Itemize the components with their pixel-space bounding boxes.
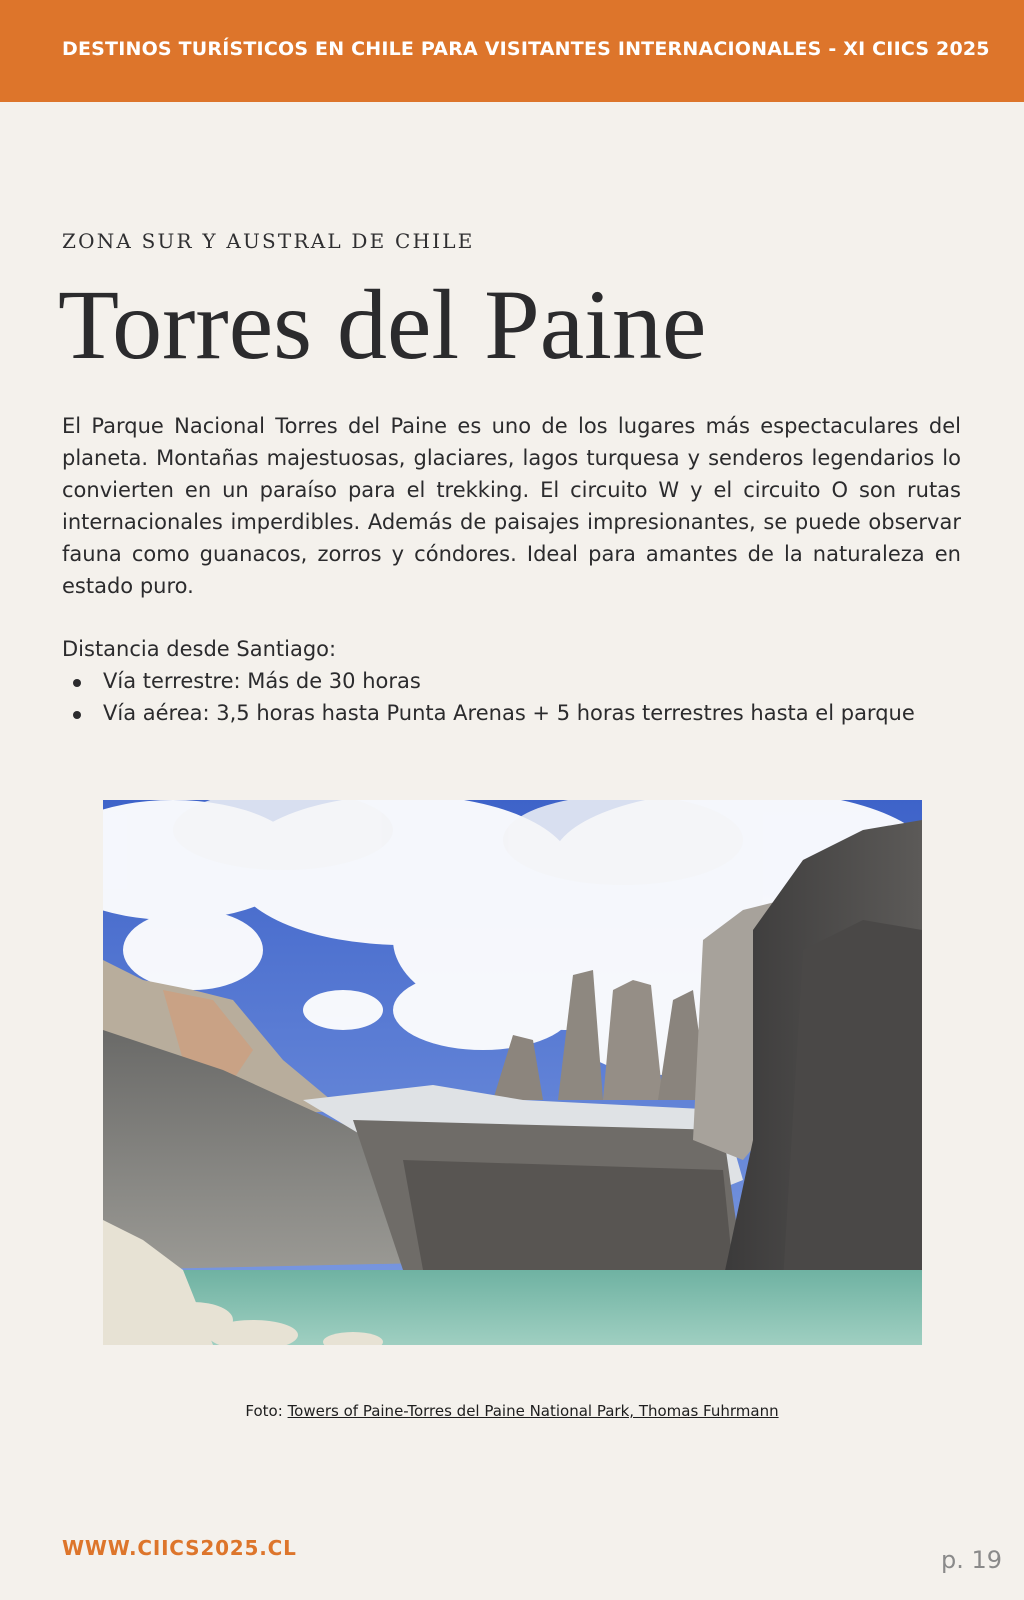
- intro-paragraph: El Parque Nacional Torres del Paine es uno de los lugares más espectaculares del planeta. Montañas majestuosas, glaciares, lagos turquesa y senderos legendarios lo convierten en un paraíso para el trekking. El circuito W y el circuito O son rutas internacionales imperdibles. Además de paisajes impresionantes, se puede observar fauna como guanacos, zorros y cóndores. Ideal para amantes de la naturaleza en estado puro.: [62, 414, 961, 598]
- photo-caption: [0, 1402, 1024, 1420]
- landscape-photo: [103, 800, 922, 1345]
- distance-item-land: [62, 665, 1002, 697]
- distance-list: [62, 665, 1002, 729]
- page-title: Torres del Paine: [58, 269, 707, 380]
- distance-item-air: [62, 697, 1002, 729]
- photo-caption-prefix: Foto:: [245, 1402, 288, 1420]
- footer-url[interactable]: WWW.CIICS2025.CL: [62, 1536, 297, 1560]
- page-number: p. 19: [940, 1546, 1002, 1574]
- section-eyebrow: ZONA SUR Y AUSTRAL DE CHILE: [62, 229, 475, 253]
- distance-item-land-text: Vía terrestre: Más de 30 horas: [103, 669, 421, 693]
- bullet-icon: [73, 679, 81, 687]
- photo-credit-link[interactable]: Towers of Paine-Torres del Paine National Park, Thomas Fuhrmann: [287, 1402, 779, 1420]
- header-title: DESTINOS TURÍSTICOS EN CHILE PARA VISITANTES INTERNACIONALES - XI CIICS 2025: [62, 38, 990, 60]
- header-bar: [0, 0, 1024, 102]
- distance-heading: Distancia desde Santiago:: [62, 637, 337, 661]
- bullet-icon: [73, 711, 81, 719]
- distance-item-air-text: Vía aérea: 3,5 horas hasta Punta Arenas + 5 horas terrestres hasta el parque: [103, 701, 915, 725]
